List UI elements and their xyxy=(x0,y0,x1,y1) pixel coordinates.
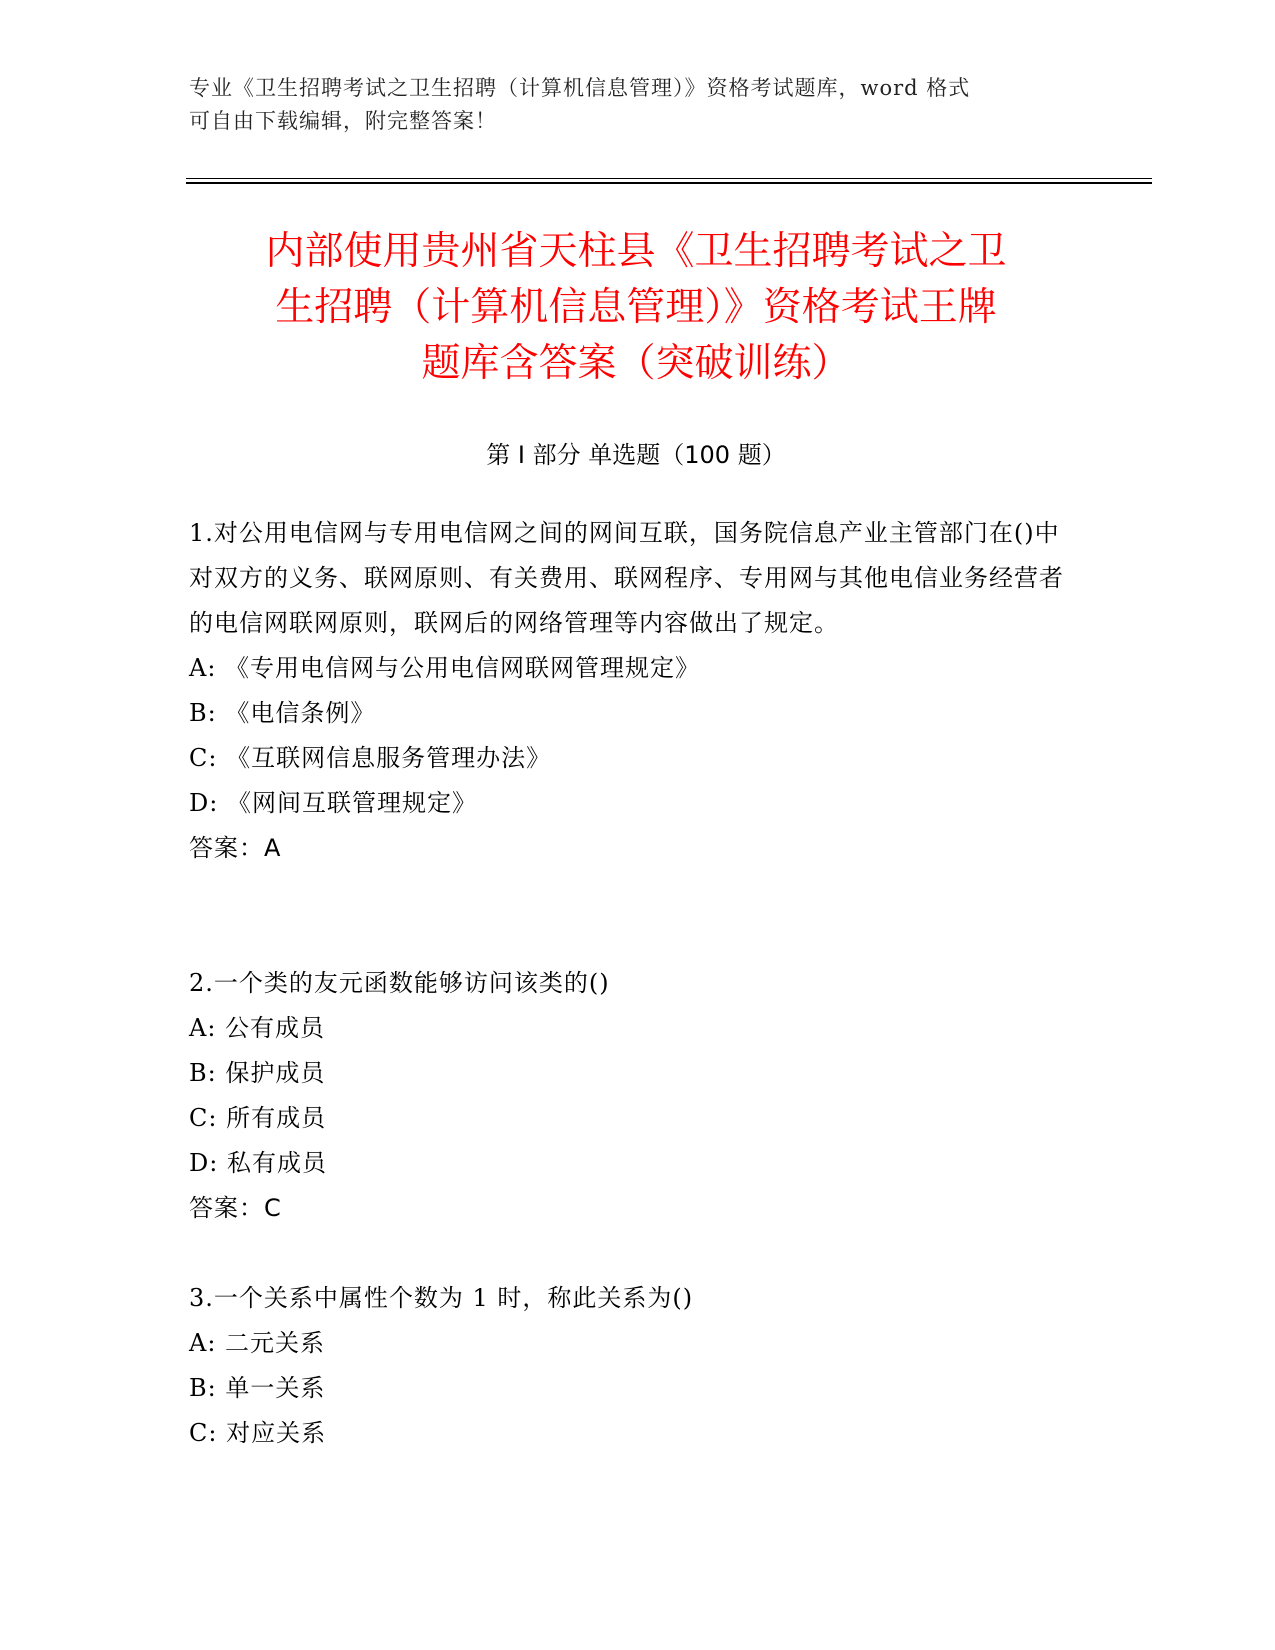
option-c: C: 所有成员 xyxy=(189,1104,327,1132)
option-c: C: 对应关系 xyxy=(189,1419,327,1447)
question-stem: 2.一个类的友元函数能够访问该类的() xyxy=(189,969,610,997)
question-3 xyxy=(189,1276,1069,1456)
header-line-1: 专业《卫生招聘考试之卫生招聘（计算机信息管理）》资格考试题库，word 格式 xyxy=(189,76,971,100)
question-1 xyxy=(189,511,1069,871)
option-c: C: 《互联网信息服务管理办法》 xyxy=(189,744,552,772)
title-line-1: 内部使用贵州省天柱县《卫生招聘考试之卫 xyxy=(265,229,1007,274)
header-divider-thin xyxy=(186,178,1152,179)
section-heading: 第 I 部分 单选题（100 题） xyxy=(486,441,786,469)
question-2 xyxy=(189,961,1069,1231)
option-b: B: 单一关系 xyxy=(189,1374,326,1402)
header-divider-thick xyxy=(186,182,1152,184)
option-a: A: 公有成员 xyxy=(189,1014,326,1042)
header-line-2: 可自由下载编辑，附完整答案！ xyxy=(189,109,497,133)
answer: 答案：A xyxy=(189,834,282,862)
title-line-3: 题库含答案（突破训练） xyxy=(421,341,851,386)
title-line-2: 生招聘（计算机信息管理）》资格考试王牌 xyxy=(275,285,997,330)
answer: 答案：C xyxy=(189,1194,282,1222)
document-title xyxy=(186,224,1086,392)
page-header xyxy=(189,72,1079,138)
question-stem: 3.一个关系中属性个数为 1 时，称此关系为() xyxy=(189,1284,694,1312)
option-d: D: 《网间互联管理规定》 xyxy=(189,789,477,817)
option-d: D: 私有成员 xyxy=(189,1149,327,1177)
question-stem: 1.对公用电信网与专用电信网之间的网间互联，国务院信息产业主管部门在()中对双方的义务、联网原则、有关费用、联网程序、专用网与其他电信业务经营者的电信网联网原则，联网后的网络管理等内容做出了规定。 xyxy=(189,519,1064,637)
option-a: A: 二元关系 xyxy=(189,1329,326,1357)
option-b: B: 保护成员 xyxy=(189,1059,326,1087)
option-a: A: 《专用电信网与公用电信网联网管理规定》 xyxy=(189,654,701,682)
option-b: B: 《电信条例》 xyxy=(189,699,376,727)
